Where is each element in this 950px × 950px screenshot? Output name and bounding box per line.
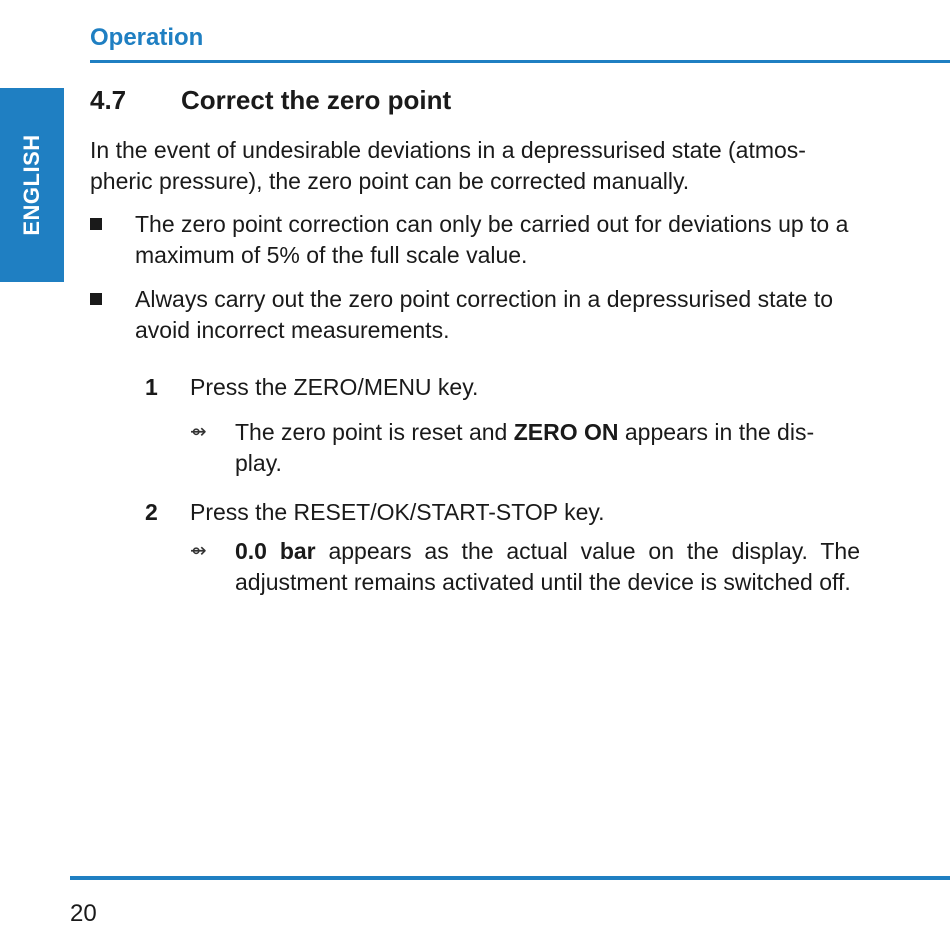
result-text-bold: ZERO ON bbox=[513, 419, 619, 445]
running-header: Operation bbox=[90, 24, 204, 51]
bullet-text: The zero point correction can only be carried out for deviations up to a maximum of 5% of the full scale value. bbox=[135, 211, 849, 268]
result-text-before: The zero point is reset and bbox=[235, 419, 514, 445]
result-arrow-icon: ⇴ bbox=[190, 421, 207, 443]
bullet-item bbox=[90, 209, 860, 271]
bullet-item bbox=[90, 284, 860, 346]
bullet-text: Always carry out the zero point correction in a depressurised state to avoid incorrect measurements. bbox=[135, 286, 834, 343]
step-number: 1 bbox=[145, 374, 158, 400]
step-2-result bbox=[190, 536, 860, 598]
result-text-bold: 0.0 bar bbox=[235, 538, 316, 564]
intro-paragraph: In the event of undesirable deviations in a depressurised state (atmos-pheric pressure), the zero point can be corrected manually. bbox=[90, 137, 806, 194]
section-title: Correct the zero point bbox=[181, 85, 452, 115]
language-label: ENGLISH bbox=[19, 134, 44, 236]
step-text: Press the ZERO/MENU key. bbox=[190, 374, 479, 400]
footer-divider bbox=[70, 876, 950, 880]
step-1 bbox=[145, 372, 860, 403]
section-heading bbox=[90, 85, 451, 116]
page-number: 20 bbox=[70, 900, 97, 927]
language-tab bbox=[0, 88, 64, 282]
square-bullet-icon bbox=[90, 293, 102, 305]
step-1-result bbox=[190, 417, 860, 479]
step-number: 2 bbox=[145, 499, 158, 525]
result-text-after: appears as the actual value on the display. The adjustment remains activated until the device is switched off. bbox=[235, 538, 860, 595]
step-text: Press the RESET/OK/START-STOP key. bbox=[190, 499, 605, 525]
result-text-after: appears in the dis-play. bbox=[235, 419, 815, 476]
header-divider bbox=[90, 60, 950, 63]
square-bullet-icon bbox=[90, 218, 102, 230]
result-arrow-icon: ⇴ bbox=[190, 540, 207, 562]
step-2 bbox=[145, 497, 860, 528]
section-number: 4.7 bbox=[90, 85, 127, 115]
